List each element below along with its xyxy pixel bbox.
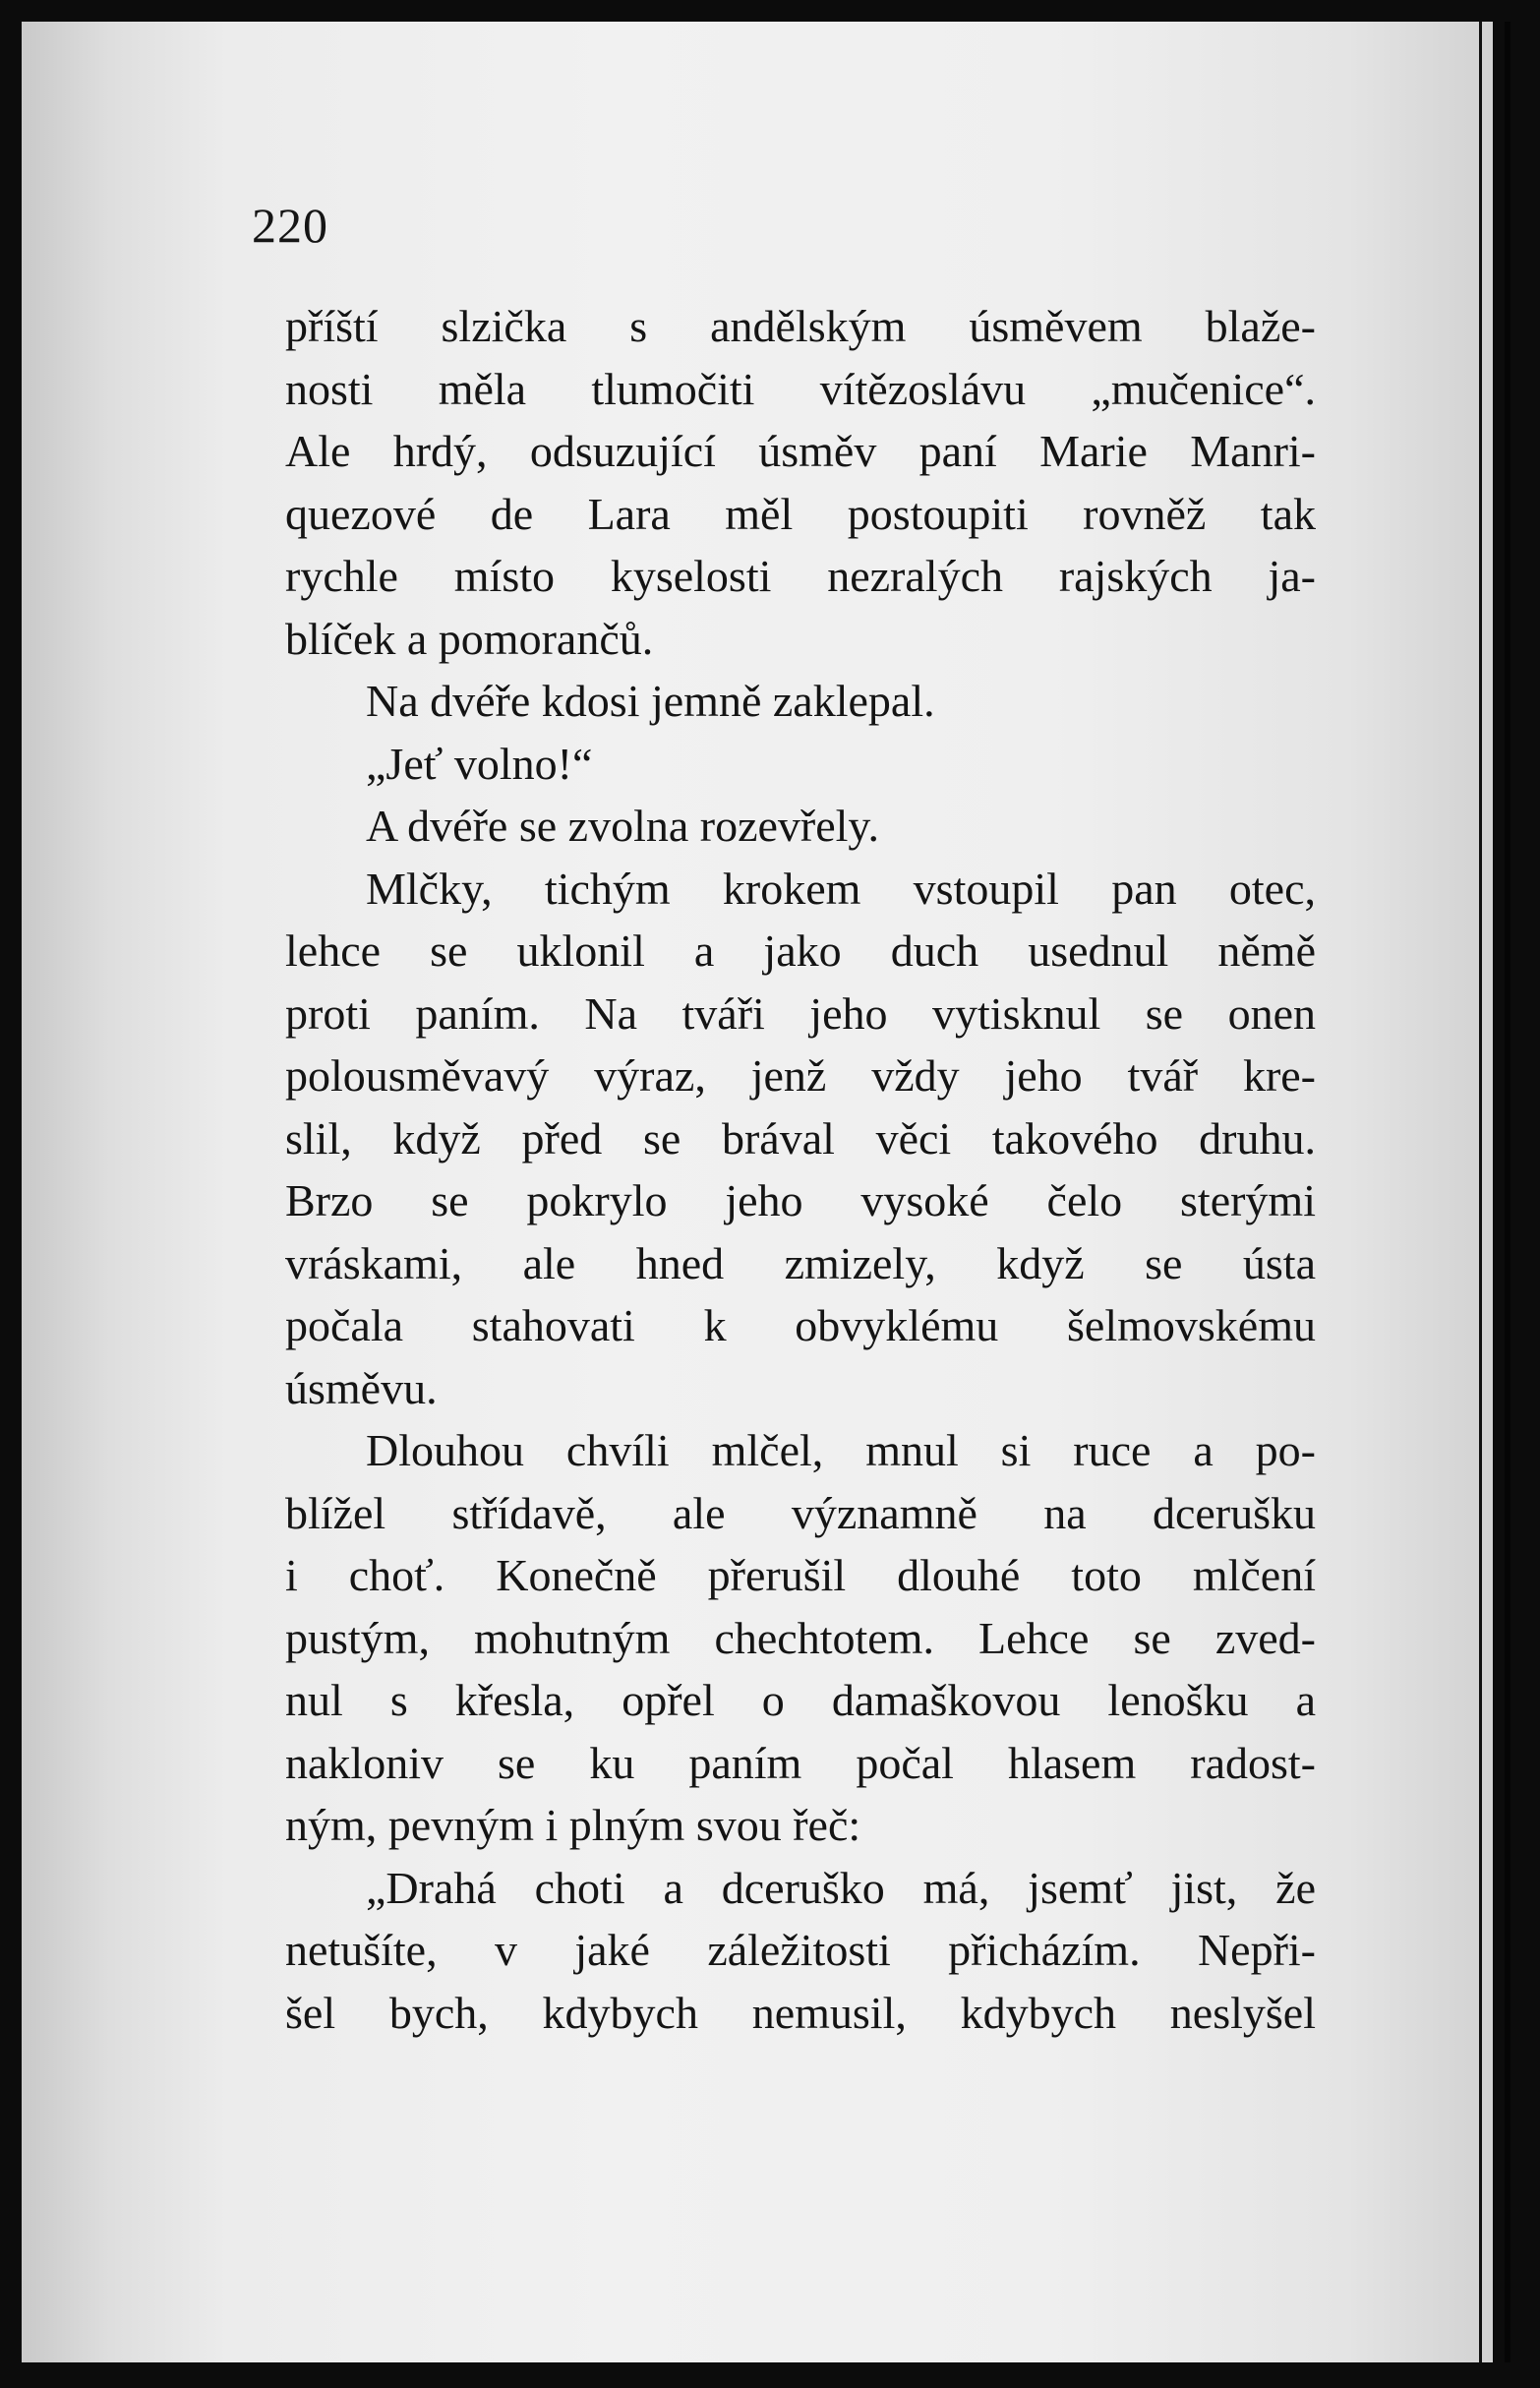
text-line: i choť. Konečně přerušil dlouhé toto mlčení: [285, 1550, 1316, 1600]
text-line: Mlčky, tichým krokem vstoupil pan otec,: [366, 863, 1316, 914]
text-line: nosti měla tlumočiti vítězoslávu „mučenice“.: [285, 363, 1316, 414]
text-line: Na dvéře kdosi jemně zaklepal.: [366, 676, 935, 726]
text-line: počala stahovati k obvyklému šelmovskému: [285, 1300, 1316, 1350]
text-line: vráskami, ale hned zmizely, když se ústa: [285, 1237, 1316, 1288]
text-line: Brzo se pokrylo jeho vysoké čelo sterými: [285, 1175, 1316, 1225]
text-line: šel bych, kdybych nemusil, kdybych neslyšel: [285, 1987, 1316, 2038]
text-line: rychle místo kyselosti nezralých rajských ja-: [285, 551, 1316, 601]
text-line: quezové de Lara měl postoupiti rovněž tak: [285, 488, 1316, 539]
text-line: pustým, mohutným chechtotem. Lehce se zved-: [285, 1612, 1316, 1663]
text-line: Dlouhou chvíli mlčel, mnul si ruce a po-: [366, 1425, 1316, 1475]
binding-edge: [1505, 22, 1510, 2362]
text-line: nakloniv se ku paním počal hlasem radost-: [285, 1737, 1316, 1788]
text-line: lehce se uklonil a jako duch usednul němě: [285, 925, 1316, 976]
text-line: netušíte, v jaké záležitosti přicházím. Nepři-: [285, 1925, 1316, 1975]
page-number: 220: [252, 198, 328, 253]
body-text: [285, 295, 1316, 2044]
text-line: polousměvavý výraz, jenž vždy jeho tvář kre-: [285, 1050, 1316, 1101]
text-line: Ale hrdý, odsuzující úsměv paní Marie Manri-: [285, 426, 1316, 476]
text-line: „Jeť volno!“: [366, 738, 593, 789]
page-edge-shadow: [1479, 22, 1482, 2362]
text-line: ným, pevným i plným svou řeč:: [285, 1800, 861, 1850]
text-line: blížel střídavě, ale významně na dcerušku: [285, 1487, 1316, 1538]
text-line: nul s křesla, opřel o damaškovou lenošku a: [285, 1675, 1316, 1725]
text-line: úsměvu.: [285, 1362, 438, 1413]
text-line: „Drahá choti a dceruško má, jsemť jist, že: [366, 1862, 1316, 1913]
text-line: A dvéře se zvolna rozevřely.: [366, 801, 879, 851]
text-line: proti paním. Na tváři jeho vytisknul se onen: [285, 987, 1316, 1039]
text-line: slil, když před se brával věci takového druhu.: [285, 1112, 1316, 1164]
text-line: blíček a pomorančů.: [285, 613, 654, 664]
text-line: příští slzička s andělským úsměvem blaže-: [285, 301, 1316, 351]
